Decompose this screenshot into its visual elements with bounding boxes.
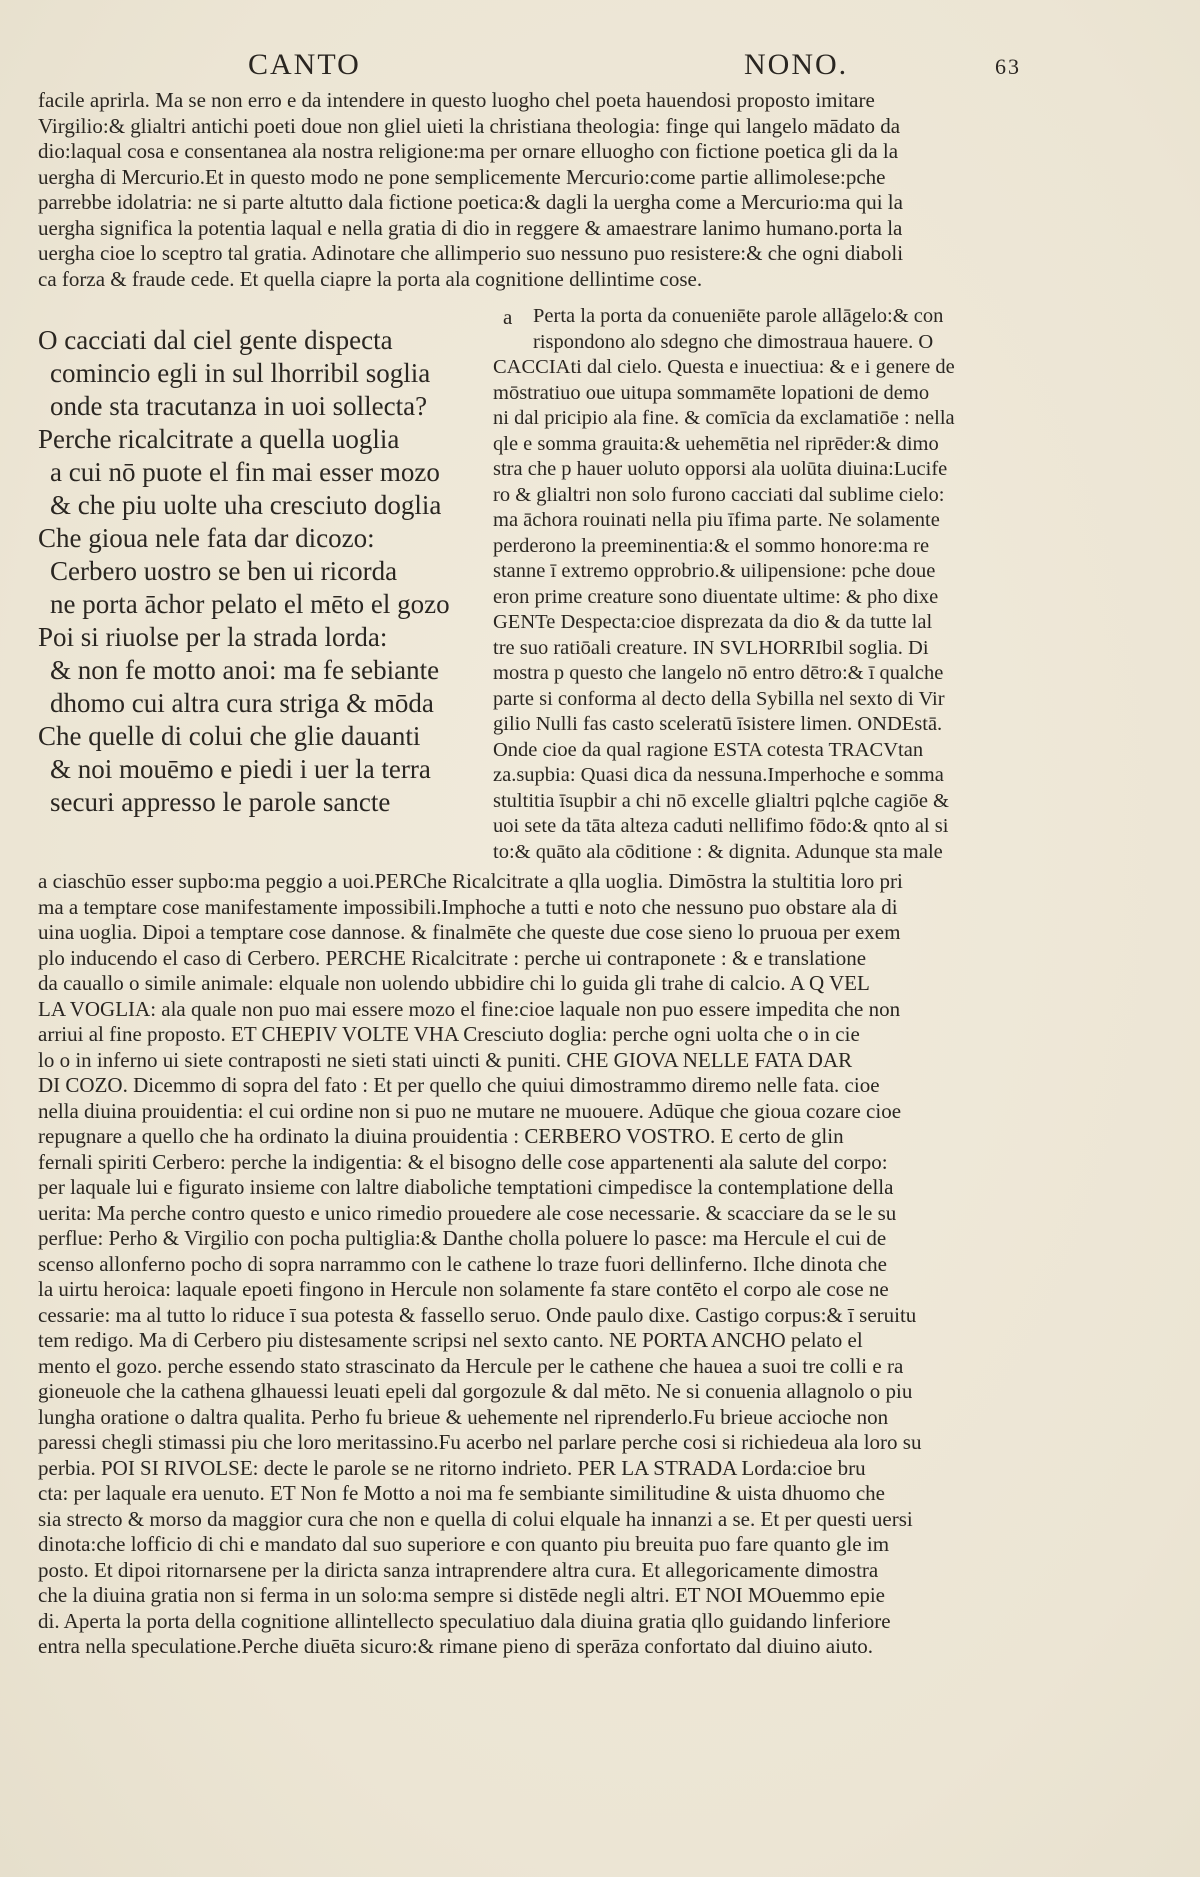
commentary-line: perbia. POI SI RIVOLSE: decte le parole se ne ritorno indrieto. PER LA STRADA Lorda:cioe bru <box>38 1455 866 1480</box>
commentary-line: fernali spiriti Cerbero: perche la indigentia: & el bisogno delle cose appartenenti ala salute del corpo: <box>38 1149 888 1174</box>
commentary-line: mōstratiuo oue uitupa sommamēte lopationi de demo <box>493 381 930 404</box>
commentary-line: DI COZO. Dicemmo di sopra del fato : Et per quello che quiui dimostrammo diremo nelle fata. cioe <box>38 1073 880 1097</box>
commentary-line: paressi chegli stimassi piu che loro meritassino.Fu acerbo nel parlare perche cosi si richiedeua ala loro su <box>38 1430 922 1454</box>
commentary-line: uergha cioe lo sceptro tal gratia. Adinotare che allimperio suo nessuno puo resistere:& che ogni diaboli <box>38 241 904 265</box>
verse-line: a cui nō puote el fin mai esser mozo <box>50 457 440 487</box>
commentary-line: lo o in inferno ui siete contraposti ne sieti stati uincti & puniti. CHE GIOVA NELLE FATA DAR <box>38 1047 853 1072</box>
commentary-line: facile aprirla. Ma se non erro e da intendere in questo luogho chel poeta hauendosi proposto imitare <box>38 88 875 112</box>
commentary-line: rispondono alo sdegno che dimostraua hauere. O <box>533 330 934 353</box>
commentary-line: ro & glialtri non solo furono cacciati dal sublime cielo: <box>493 483 945 506</box>
commentary-line: mostra p questo che langelo nō entro dētro:& ī qualche <box>493 662 944 684</box>
verse-line: O cacciati dal ciel gente dispecta <box>38 325 393 355</box>
commentary-line: eron prime creature sono diuentate ultime: & pho dixe <box>493 585 939 608</box>
commentary-line: parrebbe idolatria: ne si parte altutto dala fictione poetica:& dagli la uergha come a Mercurio:ma qui la <box>38 190 903 214</box>
verse-line: comincio egli in sul lhorribil soglia <box>50 358 431 388</box>
verse-line: Cerbero uostro se ben ui ricorda <box>50 556 398 586</box>
commentary-line: per laquale lui e figurato insieme con laltre diaboliche temptationi cimpedisce la contemplatione della <box>38 1175 894 1199</box>
commentary-line: Onde cioe da qual ragione ESTA cotesta TRACVtan <box>493 738 924 761</box>
commentary-line: dinota:che lofficio di chi e mandato dal suo superiore e con quanto piu breuita puo fare quanto gle im <box>38 1532 890 1556</box>
commentary-line: di. Aperta la porta della cognitione allintellecto speculatiuo dala diuina gratia qllo guidando linferiore <box>38 1608 891 1633</box>
folio-number: 63 <box>995 54 1021 79</box>
commentary-line: LA VOGLIA: ala quale non puo mai essere mozo el fine:cioe laquale non puo essere impedita che non <box>38 996 901 1021</box>
running-title-canto: CANTO <box>248 48 361 81</box>
commentary-line: ma a temptare cose manifestamente impossibili.Imphoche a tutti e noto che nessuno puo obstare ala di <box>38 894 898 919</box>
commentary-line: dio:laqual cosa e consentanea ala nostra religione:ma per ornare elluogho con fictione poetica gli da la <box>38 139 899 163</box>
commentary-line: a ciaschūo esser supbo:ma peggio a uoi.PERChe Ricalcitrate a qlla uoglia. Dimōstra la stultitia loro pri <box>38 869 903 893</box>
commentary-line: parte si conforma al decto della Sybilla nel sexto di Vir <box>493 687 945 710</box>
commentary-line: uergha significa la potentia laqual e nella gratia di dio in reggere & amaestrare lanimo humano.porta la <box>38 215 903 240</box>
commentary-line: uina uoglia. Dipoi a temptare cose dannose. & finalmēte che queste due cose sieno lo pruoua per exem <box>38 920 901 944</box>
commentary-top <box>38 88 1178 292</box>
commentary-line: uerita: Ma perche contro questo e unico rimedio prouedere ale cose necessarie. & scacciare da se le su <box>38 1200 897 1225</box>
commentary-line: da cauallo o simile animale: elquale non uolendo ubbidire chi lo guida gli trahe di calcio. A Q VEL <box>38 971 870 995</box>
commentary-line: repugnare a quello che ha ordinato la diuina prouidentia : CERBERO VOSTRO. E certo de glin <box>38 1124 844 1148</box>
commentary-bottom <box>38 869 1178 1660</box>
verse-line: Che quelle di colui che glie dauanti <box>38 721 421 751</box>
commentary-line: cta: per laquale era uenuto. ET Non fe Motto a noi ma fe sembiante similitudine & uista dhuomo che <box>38 1481 885 1505</box>
commentary-line: stultitia īsupbir a chi nō excelle glialtri pqlche cagiōe & <box>493 789 949 812</box>
commentary-line: tre suo ratiōali creature. IN SVLHORRIbil soglia. Di <box>493 636 929 659</box>
commentary-line: gioneuole che la cathena glhauessi leuati epeli dal gorgozule & dal mēto. Ne si conuenia allagnolo o piu <box>38 1379 913 1403</box>
commentary-line: uergha di Mercurio.Et in questo modo ne pone semplicemente Mercurio:come partie allimolese:pche <box>38 164 886 189</box>
commentary-right-column <box>493 304 1053 865</box>
verse-line: Poi si riuolse per la strada lorda: <box>38 622 388 652</box>
verse-line: ne porta āchor pelato el mēto el gozo <box>50 589 450 619</box>
running-header <box>0 48 1200 88</box>
commentary-line: sia strecto & morso da maggior cura che non e quella di colui elquale ha innanzi a se. Et per questi uersi <box>38 1506 913 1531</box>
commentary-line: uoi sete da tāta alteza caduti nellifimo fōdo:& qnto al si <box>493 815 949 837</box>
commentary-line: to:& quāto ala cōditione : & dignita. Adunque sta male <box>493 840 943 863</box>
commentary-line: scenso allonferno pocho di sopra narrammo con le cathene lo traze fuori dellinferno. Ilche dinota che <box>38 1251 887 1276</box>
commentary-line: cessarie: ma al tutto lo riduce ī sua potesta & fassello seruo. Onde paulo dixe. Castigo corpus:& ī seruitu <box>38 1302 917 1327</box>
running-title-nono: NONO. <box>744 48 849 81</box>
commentary-line: za.supbia: Quasi dica da nessuna.Imperhoche e somma <box>493 764 944 786</box>
commentary-line: perflue: Perho & Virgilio con pocha pultiglia:& Danthe cholla poluere lo pasce: ma Hercule el cui de <box>38 1226 887 1250</box>
commentary-line: Perta la porta da conueniēte parole allāgelo:& con <box>533 305 944 327</box>
commentary-line: stanne ī extremo opprobrio.& uilipensione: pche doue <box>493 560 936 582</box>
verse-block <box>38 324 488 819</box>
commentary-line: perderono la preeminentia:& el sommo honore:ma re <box>493 534 930 557</box>
verse-line: dhomo cui altra cura striga & mōda <box>50 688 434 718</box>
commentary-line: plo inducendo el caso di Cerbero. PERCHE Ricalcitrate : perche ui contraponete : & e translatione <box>38 945 867 970</box>
commentary-line: arriui al fine proposto. ET CHEPIV VOLTE VHA Cresciuto doglia: perche ogni uolta che o in cie <box>38 1022 860 1046</box>
verse-line: & che piu uolte uha cresciuto doglia <box>50 490 442 520</box>
commentary-line: CACCIAti dal cielo. Questa e inuectiua: & e i genere de <box>493 356 955 378</box>
commentary-line: GENTe Despecta:cioe disprezata da dio & da tutte lal <box>493 611 933 633</box>
verse-line: & noi mouēmo e piedi i uer la terra <box>50 754 431 784</box>
commentary-line: gilio Nulli fas casto sceleratū īsistere limen. ONDEstā. <box>493 713 943 735</box>
commentary-line: la uirtu heroica: laquale epoeti fingono in Hercule non solamente fa stare contēto el corpo ale cose ne <box>38 1277 889 1301</box>
verse-line: Che gioua nele fata dar dicozo: <box>38 523 375 553</box>
commentary-line: nella diuina prouidentia: el cui ordine non si puo ne mutare ne muouere. Adūque che gioua cozare cioe <box>38 1098 902 1123</box>
commentary-line: ni dal pricipio ala fine. & comīcia da exclamatiōe : nella <box>493 407 955 429</box>
commentary-line: entra nella speculatione.Perche diuēta sicuro:& rimane pieno di sperāza confortato dal diuino aiuto. <box>38 1634 874 1658</box>
verse-line: onde sta tracutanza in uoi sollecta? <box>50 391 428 421</box>
commentary-line: Virgilio:& glialtri antichi poeti doue non gliel uieti la christiana theologia: finge qui langelo mādato da <box>38 113 901 138</box>
commentary-marker: a <box>503 305 513 329</box>
commentary-line: posto. Et dipoi ritornarsene per la diricta sanza intraprendere altra cura. Et allegoricamente dimostra <box>38 1557 879 1582</box>
commentary-line: lungha oratione o daltra qualita. Perho fu brieue & uehemente nel riprenderlo.Fu brieue accioche non <box>38 1404 889 1429</box>
commentary-line: mento el gozo. perche essendo stato strascinato da Hercule per le cathene che hauea a suoi tre colli e ra <box>38 1353 904 1378</box>
verse-line: & non fe motto anoi: ma fe sebiante <box>50 655 440 685</box>
verse-line: securi appresso le parole sancte <box>50 787 391 817</box>
commentary-line: stra che p hauer uoluto opporsi ala uolūta diuina:Lucife <box>493 458 948 480</box>
verse-line: Perche ricalcitrate a quella uoglia <box>38 424 400 454</box>
commentary-line: ca forza & fraude cede. Et quella ciapre la porta ala cognitione dellintime cose. <box>38 266 703 291</box>
commentary-line: ma āchora rouinati nella piu īfima parte. Ne solamente <box>493 509 940 531</box>
commentary-line: tem redigo. Ma di Cerbero piu distesamente scripsi nel sexto canto. NE PORTA ANCHO pelato el <box>38 1328 863 1352</box>
commentary-line: qle e somma grauita:& uehemētia nel riprēder:& dimo <box>493 432 939 455</box>
commentary-line: che la diuina gratia non si ferma in un solo:ma sempre si distēde negli altri. ET NOI MOuemmo epie <box>38 1583 885 1607</box>
